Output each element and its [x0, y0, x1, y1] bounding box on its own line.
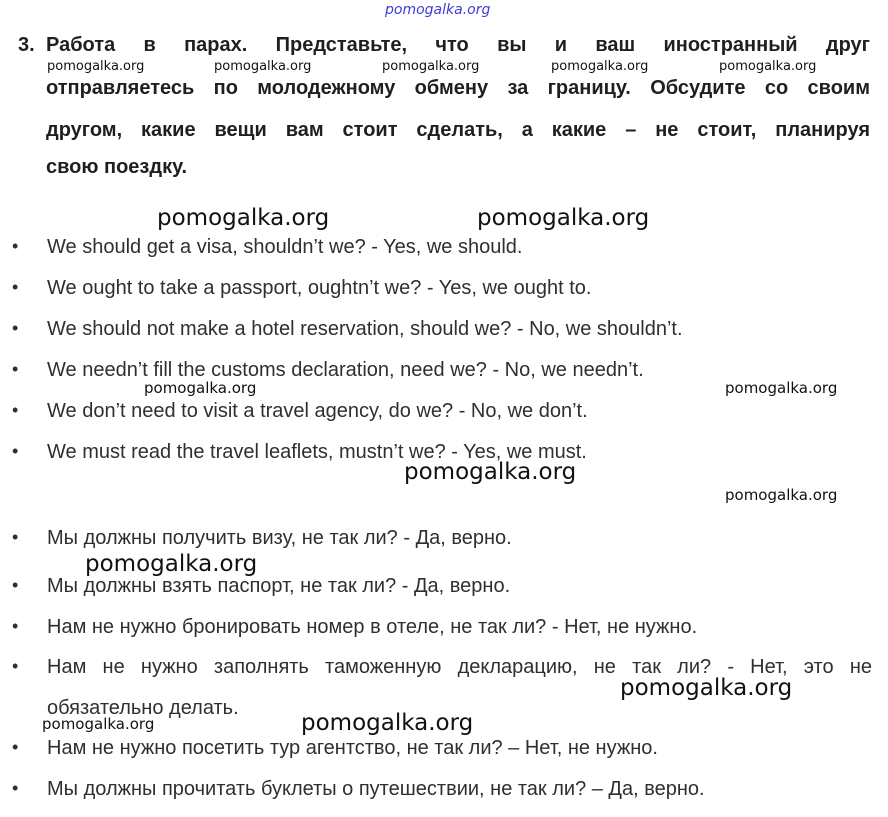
bullet: •: [12, 737, 19, 757]
task-line: отправляетесь по молодежному обмену за границу. Обсудите со своим: [46, 77, 870, 99]
watermark: pomogalka.org: [404, 459, 577, 485]
bullet: •: [12, 656, 19, 676]
bullet: •: [12, 236, 19, 256]
bullet: •: [12, 527, 19, 547]
watermark: pomogalka.org: [214, 59, 312, 74]
bullet: •: [12, 575, 19, 595]
list-item-text: We must read the travel leaflets, mustn’t we? - Yes, we must.: [47, 441, 587, 463]
watermark: pomogalka.org: [719, 59, 817, 74]
watermark: pomogalka.org: [144, 379, 257, 397]
bullet: •: [12, 778, 19, 798]
watermark: pomogalka.org: [725, 379, 838, 397]
task-number: 3.: [18, 34, 35, 56]
list-item-text: обязательно делать.: [47, 697, 239, 719]
list-item-text: Нам не нужно заполнять таможенную декларацию, не так ли? - Нет, это не: [47, 656, 872, 678]
watermark: pomogalka.org: [157, 205, 330, 231]
bullet: •: [12, 318, 19, 338]
bullet: •: [12, 359, 19, 379]
watermark: pomogalka.org: [477, 205, 650, 231]
bullet: •: [12, 400, 19, 420]
list-item-text: We needn’t fill the customs declaration, need we? - No, we needn’t.: [47, 359, 644, 381]
list-item-text: We should get a visa, shouldn’t we? - Yes, we should.: [47, 236, 523, 258]
bullet: •: [12, 441, 19, 461]
watermark: pomogalka.org: [620, 675, 793, 701]
task-line: Работа в парах. Представьте, что вы и ваш иностранный друг: [46, 34, 870, 56]
list-item-text: We don’t need to visit a travel agency, do we? - No, we don’t.: [47, 400, 588, 422]
bullet: •: [12, 616, 19, 636]
watermark: pomogalka.org: [47, 59, 145, 74]
list-item-text: We should not make a hotel reservation, should we? - No, we shouldn’t.: [47, 318, 683, 340]
list-item-text: Мы должны взять паспорт, не так ли? - Да, верно.: [47, 575, 511, 597]
list-item-text: We ought to take a passport, oughtn’t we? - Yes, we ought to.: [47, 277, 592, 299]
task-line: свою поездку.: [46, 156, 187, 178]
list-item-text: Мы должны получить визу, не так ли? - Да, верно.: [47, 527, 512, 549]
watermark: pomogalka.org: [725, 486, 838, 504]
watermark: pomogalka.org: [382, 59, 480, 74]
list-item-text: Нам не нужно посетить тур агентство, не так ли? – Нет, не нужно.: [47, 737, 658, 759]
watermark: pomogalka.org: [551, 59, 649, 74]
list-item-text: Нам не нужно бронировать номер в отеле, не так ли? - Нет, не нужно.: [47, 616, 698, 638]
watermark: pomogalka.org: [42, 715, 155, 733]
bullet: •: [12, 277, 19, 297]
watermark: pomogalka.org: [385, 2, 491, 18]
watermark: pomogalka.org: [301, 710, 474, 736]
watermark: pomogalka.org: [85, 551, 258, 577]
task-line: другом, какие вещи вам стоит сделать, а какие – не стоит, планируя: [46, 119, 870, 141]
list-item-text: Мы должны прочитать буклеты о путешествии, не так ли? – Да, верно.: [47, 778, 705, 800]
